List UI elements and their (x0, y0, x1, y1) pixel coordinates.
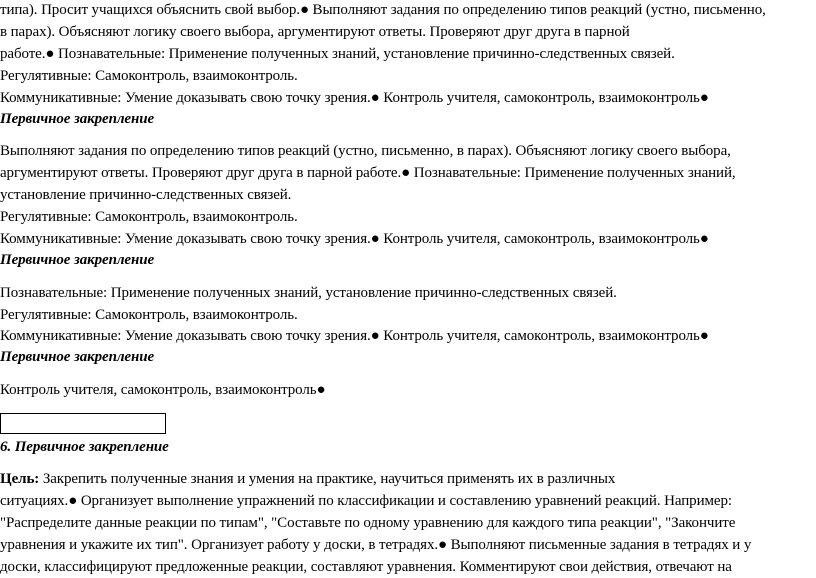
text-line: Контроль учителя, самоконтроль, взаимоконтроль● (0, 382, 326, 398)
section-heading: Первичное закрепление (0, 252, 155, 268)
text-line: Коммуникативные: Умение доказывать свою точку зрения.● Контроль учителя, самоконтроль, взаимоконтроль● (0, 231, 709, 247)
goal-label: Цель: (0, 471, 40, 487)
text-line: Коммуникативные: Умение доказывать свою точку зрения.● Контроль учителя, самоконтроль, взаимоконтроль● (0, 328, 709, 344)
text-line: Коммуникативные: Умение доказывать свою точку зрения.● Контроль учителя, самоконтроль, взаимоконтроль● (0, 90, 709, 106)
text-line: Выполняют задания по определению типов реакций (устно, письменно, в парах). Объясняют логику своего выбора, (0, 143, 731, 159)
text-line: установление причинно-следственных связей. (0, 187, 292, 203)
text-line: Регулятивные: Самоконтроль, взаимоконтроль. (0, 307, 298, 323)
text-line: "Распределите данные реакции по типам", "Составьте по одному уравнению для каждого типа реакции", "Закончите (0, 515, 736, 531)
text-line: в парах). Объясняют логику своего выбора, аргументируют ответы. Проверяют друг друга в парной (0, 24, 630, 40)
section-heading: Первичное закрепление (0, 349, 155, 365)
text-line: типа). Просит учащихся объяснить свой выбор.● Выполняют задания по определению типов реакций (устно, письменно, (0, 2, 766, 18)
section-heading: 6. Первичное закрепление (0, 439, 169, 455)
text-line: ситуациях.● Организует выполнение упражнений по классификации и составлению уравнений реакций. Например: (0, 493, 732, 509)
goal-text: Закрепить полученные знания и умения на практике, научиться применять их в различных (42, 471, 616, 487)
text-line: уравнения и укажите их тип". Организует работу у доски, в тетрадях.● Выполняют письменные задания в тетрадях и у (0, 537, 752, 553)
text-line: аргументируют ответы. Проверяют друг друга в парной работе.● Познавательные: Применение полученных знаний, (0, 165, 736, 181)
section-heading: Первичное закрепление (0, 111, 155, 127)
text-line: работе.● Познавательные: Применение полученных знаний, установление причинно-следственных связей. (0, 46, 675, 62)
text-line: Познавательные: Применение полученных знаний, установление причинно-следственных связей. (0, 285, 617, 301)
empty-table-cell (0, 413, 166, 434)
text-line: Регулятивные: Самоконтроль, взаимоконтроль. (0, 68, 298, 84)
text-line: доски, классифицируют предложенные реакции, составляют уравнения. Комментируют свои действия, отвечают на (0, 559, 732, 575)
text-line: Регулятивные: Самоконтроль, взаимоконтроль. (0, 209, 298, 225)
goal-line (0, 469, 615, 490)
